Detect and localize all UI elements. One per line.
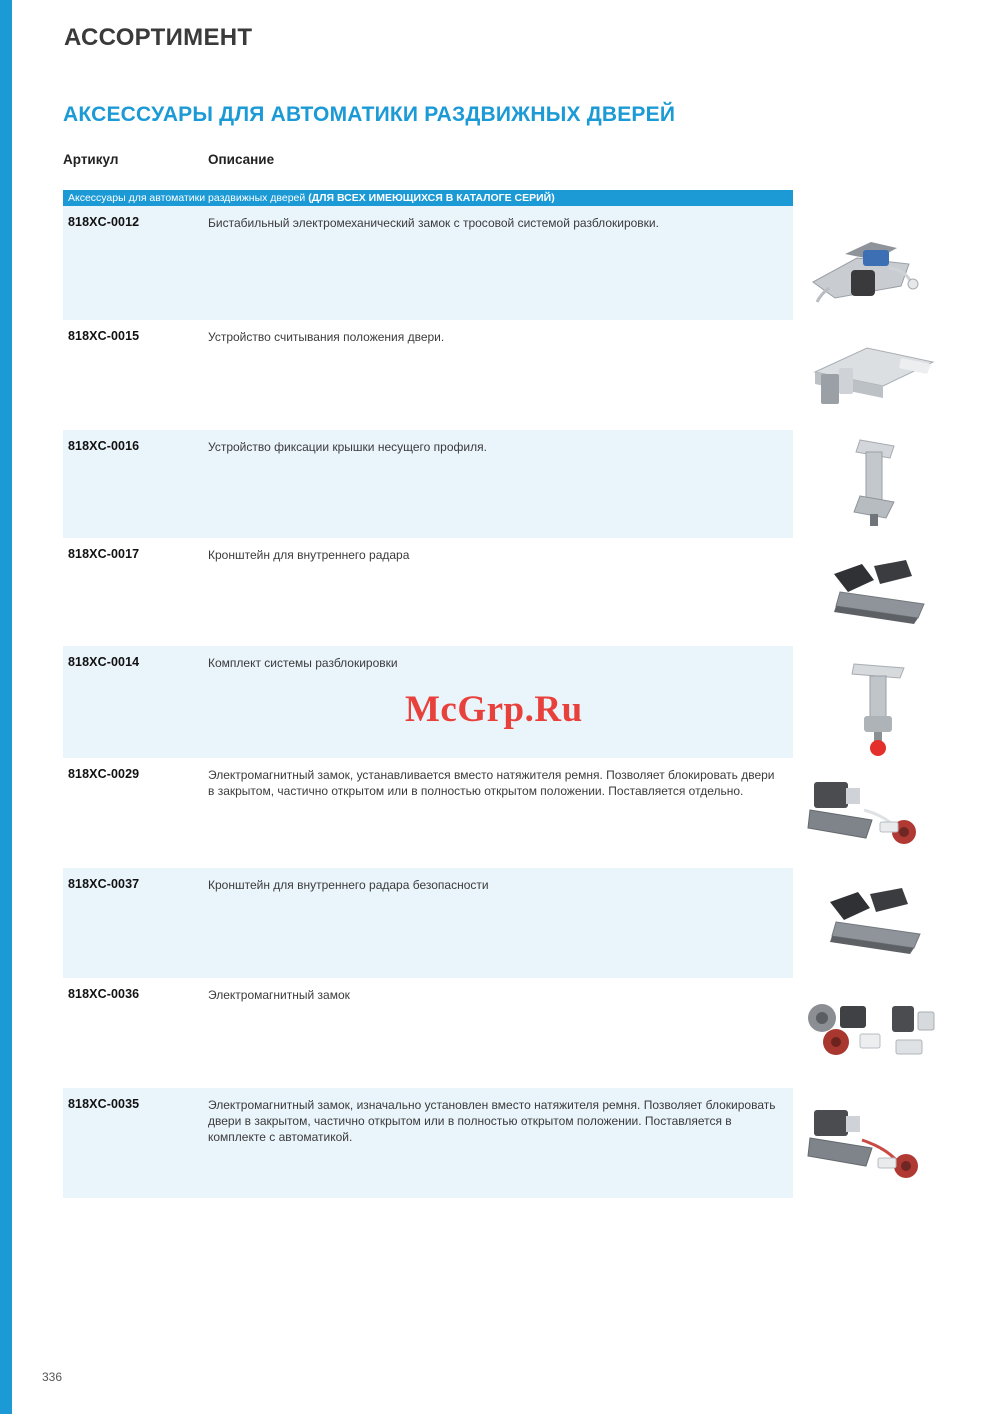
row-description: Кронштейн для внутреннего радара xyxy=(208,548,410,562)
row-description: Электромагнитный замок, изначально установлен вместо натяжителя ремня. Позволяет блокировать двери в закрытом, частично открытом или в полностью открытом положении. Поставляется в комплекте с автоматикой. xyxy=(208,1098,776,1144)
row-description: Электромагнитный замок xyxy=(208,988,350,1002)
category-band-suffix: (ДЛЯ ВСЕХ ИМЕЮЩИХСЯ В КАТАЛОГЕ СЕРИЙ) xyxy=(308,192,555,204)
row-description: Устройство фиксации крышки несущего профиля. xyxy=(208,440,487,454)
category-band-prefix: Аксессуары для автоматики раздвижных дверей xyxy=(68,192,309,204)
product-image-electromagnetic-lock-separate xyxy=(800,762,950,867)
row-article: 818XC-0015 xyxy=(68,329,140,343)
table-column-headers xyxy=(63,152,793,174)
table-row xyxy=(63,430,793,538)
row-article: 818XC-0012 xyxy=(68,215,140,229)
row-article: 818XC-0036 xyxy=(68,987,140,1001)
row-article: 818XC-0017 xyxy=(68,547,140,561)
row-article: 818XC-0029 xyxy=(68,767,140,781)
row-description: Комплект системы разблокировки xyxy=(208,656,398,670)
row-description: Устройство считывания положения двери. xyxy=(208,330,445,344)
section-title: АССОРТИМЕНТ xyxy=(64,24,253,51)
row-article: 818XC-0016 xyxy=(68,439,140,453)
product-image-cover-fixing-bracket xyxy=(820,434,970,534)
row-description: Бистабильный электромеханический замок с тросовой системой разблокировки. xyxy=(208,216,659,230)
product-image-safety-radar-bracket xyxy=(812,878,962,973)
left-accent-bar xyxy=(0,0,12,1414)
watermark: McGrp.Ru xyxy=(405,689,583,730)
product-image-electromagnetic-lock-parts xyxy=(800,988,950,1078)
row-article: 818XC-0014 xyxy=(68,655,140,669)
column-header-description: Описание xyxy=(208,152,275,167)
column-header-article: Артикул xyxy=(63,152,119,167)
table-row xyxy=(63,320,793,430)
product-image-electromagnetic-lock-assembly xyxy=(800,1092,950,1197)
table-row xyxy=(63,538,793,646)
table-row xyxy=(63,1088,793,1198)
row-article: 818XC-0037 xyxy=(68,877,140,891)
page-number: 336 xyxy=(42,1370,63,1384)
category-band xyxy=(63,190,793,206)
row-description: Электромагнитный замок, устанавливается вместо натяжителя ремня. Позволяет блокировать двери в закрытом, частично открытом или в полностью открытом положении. Поставляется отдельно. xyxy=(208,768,775,798)
left-accent-bar-inner xyxy=(12,0,18,1414)
row-article: 818XC-0035 xyxy=(68,1097,140,1111)
product-image-door-position-sensor xyxy=(805,328,955,418)
row-description: Кронштейн для внутреннего радара безопасности xyxy=(208,878,489,892)
table-row xyxy=(63,758,793,868)
table-row xyxy=(63,868,793,978)
product-image-unlocking-kit xyxy=(830,656,980,761)
table-row xyxy=(63,206,793,320)
table-row xyxy=(63,978,793,1088)
product-image-radar-bracket xyxy=(814,546,964,641)
product-image-electromechanical-lock xyxy=(805,224,955,314)
page-title: АКСЕССУАРЫ ДЛЯ АВТОМАТИКИ РАЗДВИЖНЫХ ДВЕРЕЙ xyxy=(63,103,676,126)
